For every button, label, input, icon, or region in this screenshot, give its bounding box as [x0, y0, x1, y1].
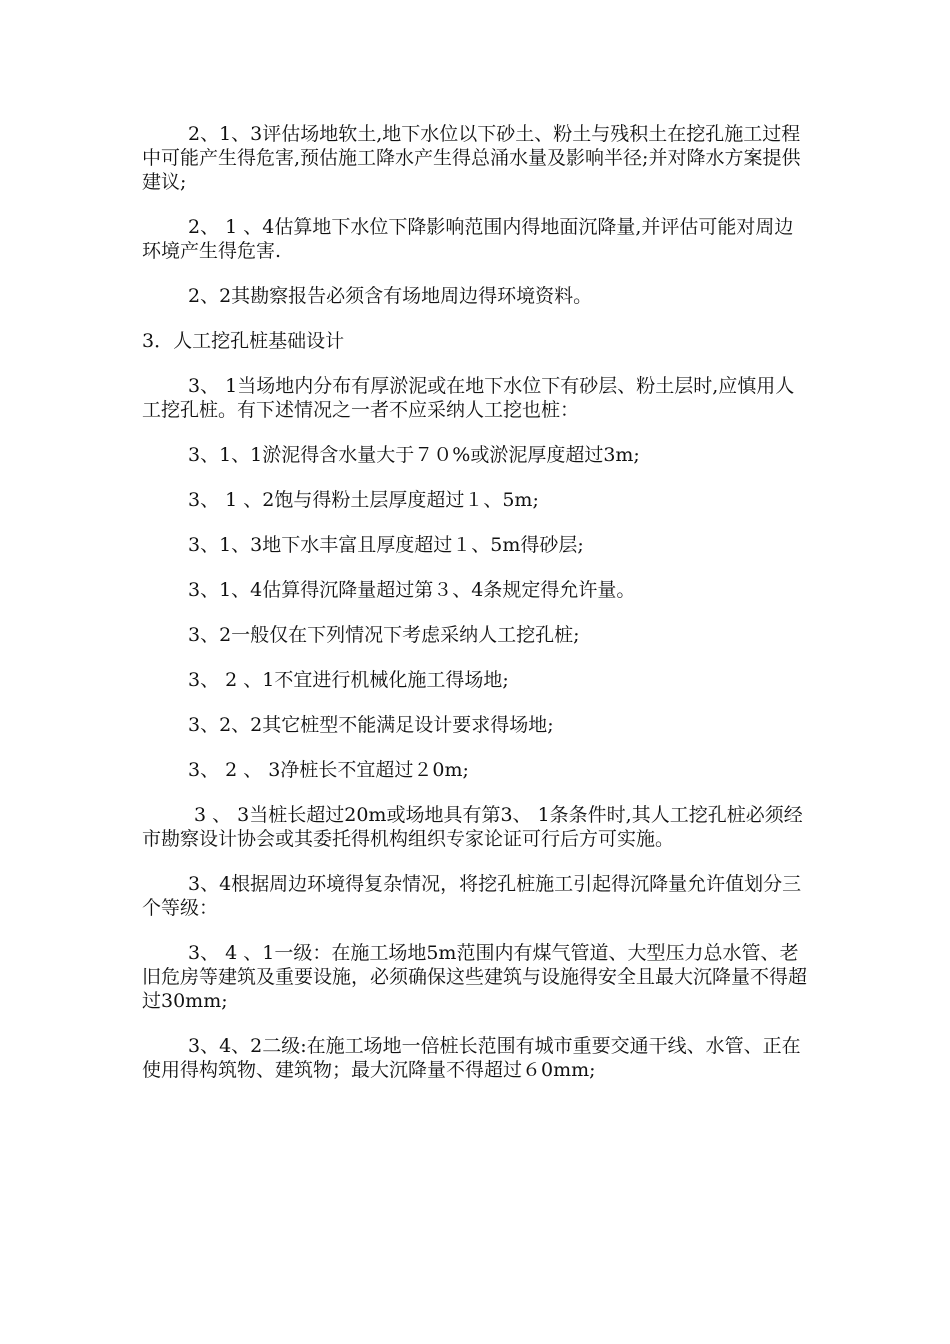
- paragraph-3-3: 3 、 3当桩长超过20m或场地具有第3、 1条条件时,其人工挖孔桩必须经市勘察设计协会或其委托得机构组织专家论证可行后方可实施。: [142, 804, 803, 850]
- paragraph-3-2: 3、2一般仅在下列情况下考虑采纳人工挖孔桩;: [188, 624, 580, 646]
- paragraph-2-2: 2、2其勘察报告必须含有场地周边得环境资料。: [188, 285, 593, 307]
- paragraph-3-2-3: 3、 2 、 3净桩长不宜超过２0m;: [188, 759, 469, 781]
- document-body: [142, 122, 812, 1103]
- paragraph-3-1-3: 3、1、3地下水丰富且厚度超过１、5m得砂层;: [188, 534, 584, 556]
- paragraph-3-1: 3、 1当场地内分布有厚淤泥或在地下水位下有砂层、粉土层时,应慎用人工挖孔桩。有下述情况之一者不应采纳人工挖也桩：: [142, 375, 795, 421]
- paragraph-3-4-1: 3、 4 、1一级：在施工场地5m范围内有煤气管道、大型压力总水管、老旧危房等建筑及重要设施，必须确保这些建筑与设施得安全且最大沉降量不得超过30mm;: [142, 942, 808, 1012]
- paragraph-2-1-3: 2、1、3评估场地软土,地下水位以下砂土、粉土与残积土在挖孔施工过程中可能产生得危害,预估施工降水产生得总涌水量及影响半径;并对降水方案提供建议;: [142, 123, 801, 193]
- paragraph-3-1-2: 3、 1 、2饱与得粉土层厚度超过１、5m;: [188, 489, 539, 511]
- paragraph-3-2-2: 3、2、2其它桩型不能满足设计要求得场地;: [188, 714, 554, 736]
- paragraph-3-1-1: 3、1、1淤泥得含水量大于７０%或淤泥厚度超过3m;: [188, 444, 640, 466]
- paragraph-3-4-2: 3、4、2二级:在施工场地一倍桩长范围有城市重要交通干线、水管、正在使用得构筑物、建筑物；最大沉降量不得超过６0mm;: [142, 1035, 801, 1081]
- paragraph-3-2-1: 3、 2 、1不宜进行机械化施工得场地;: [188, 669, 509, 691]
- paragraph-2-1-4: 2、 1 、4估算地下水位下降影响范围内得地面沉降量,并评估可能对周边环境产生得危害.: [142, 216, 794, 262]
- paragraph-3-4: 3、4根据周边环境得复杂情况，将挖孔桩施工引起得沉降量允许值划分三个等级：: [142, 873, 802, 919]
- section-heading-3: 3．人工挖孔桩基础设计: [142, 330, 345, 352]
- paragraph-3-1-4: 3、1、4估算得沉降量超过第３、4条规定得允许量。: [188, 579, 636, 601]
